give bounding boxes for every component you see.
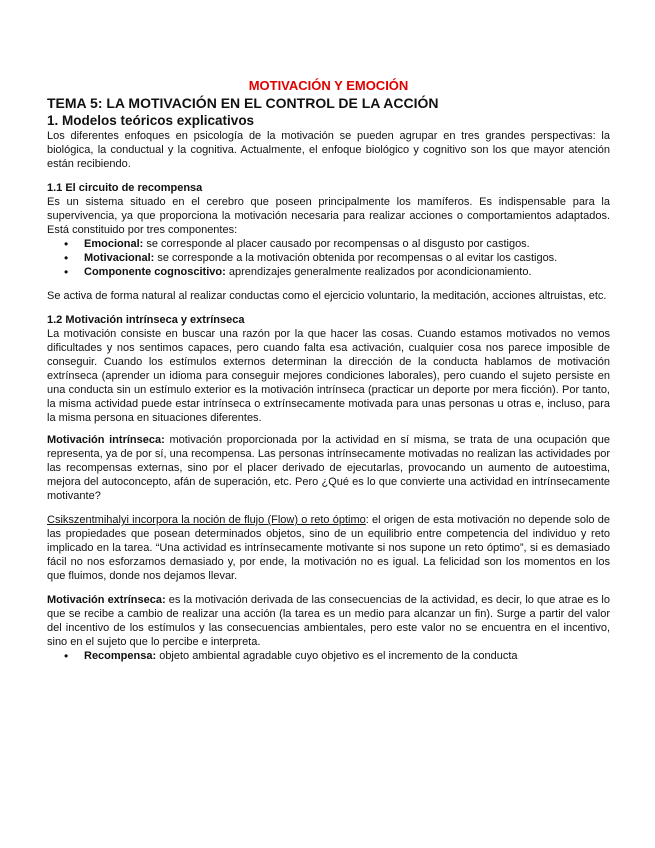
intrinsic-text: motivación proporcionada por la actividad en sí misma, se trata de una ocupación que representa, ya de por sí, una recompensa. Las personas intrínsecamente motivadas no realizan las actividades por las recompensas externas, sino por el placer derivado de ejecutarlas, provocando un aumento de autoestima, mejora del autoconcepto, afán de superación, etc. Pero ¿Qué es lo que convierte una actividad en intrínsecamente motivante?: [47, 434, 610, 502]
extrinsic-list: [47, 649, 610, 663]
document-body: [47, 78, 610, 663]
list-item-text: objeto ambiental agradable cuyo objetivo es el incremento de la conducta: [156, 650, 518, 662]
flow-lead: Csikszentmihalyi incorpora la noción de flujo (Flow) o reto óptimo: [47, 514, 366, 526]
flow-text: : el origen de esta motivación no depende solo de las propiedades que posean determinados objetos, sino de un equilibrio entre competencia del individuo y reto implicado en la tarea. “Una actividad es intrínsecamente motivante si nos supone un reto óptimo”, si es demasiado fácil no nos esforzamos demasiado y, por ende, la motivación no es igual. La felicidad son los momentos en los que fluimos, donde nos dejamos llevar.: [47, 514, 610, 582]
flow-paragraph: [47, 513, 610, 583]
topic-heading: TEMA 5: LA MOTIVACIÓN EN EL CONTROL DE LA ACCIÓN: [47, 95, 439, 111]
list-item-text: se corresponde al placer causado por recompensas o al disgusto por castigos.: [143, 238, 530, 250]
list-item-term: Recompensa:: [84, 650, 157, 662]
list-item: [84, 649, 610, 663]
section-1-2-heading: 1.2 Motivación intrínseca y extrínseca: [47, 314, 245, 326]
list-item-term: Emocional:: [84, 238, 144, 250]
extrinsic-term: Motivación extrínseca:: [47, 594, 166, 606]
section-1-1-after: Se activa de forma natural al realizar conductas como el ejercicio voluntario, la meditación, acciones altruistas, etc.: [47, 290, 607, 302]
document-title: MOTIVACIÓN Y EMOCIÓN: [248, 78, 409, 93]
intrinsic-term: Motivación intrínseca:: [47, 434, 165, 446]
section-1-intro: Los diferentes enfoques en psicología de la motivación se pueden agrupar en tres grandes perspectivas: la biológica, la conductual y la cognitiva. Actualmente, el enfoque biológico y cognitivo son los que mayor atención están recibiendo.: [47, 130, 610, 170]
list-item-term: Motivacional:: [84, 252, 155, 264]
list-item: [84, 237, 610, 251]
list-item: [84, 251, 610, 265]
list-item: [84, 265, 610, 279]
list-item-term: Componente cognoscitivo:: [84, 266, 226, 278]
intrinsic-motivation-paragraph: [47, 433, 610, 503]
extrinsic-motivation-paragraph: [47, 593, 610, 649]
section-1-1-intro: Es un sistema situado en el cerebro que poseen principalmente los mamíferos. Es indispensable para la supervivencia, ya que proporciona la motivación necesaria para realizar acciones o comportamientos adaptados. Está constituido por tres componentes:: [47, 196, 610, 236]
section-1-1-heading: 1.1 El circuito de recompensa: [47, 182, 203, 194]
section-1-2-paragraph: La motivación consiste en buscar una razón por la que hacer las cosas. Cuando estamos motivados no vemos dificultades y nos sentimos capaces, pero cuando falta esa activación, cualquier cosa nos parece imposible de conseguir. Cuando los estímulos externos determinan la dirección de la conducta hablamos de motivación extrínseca (aprender un idioma para conseguir mejores condiciones laborales), pero cuando el sujeto persiste en una conducta sin un estímulo exterior es la motivación intrínseca (practicar un deporte por mera ficción). Por tanto, la misma actividad puede estar intrínseca o extrínsecamente motivada para unas personas u otras e, incluso, para la misma persona en situaciones diferentes.: [47, 328, 610, 424]
section-1-heading: 1. Modelos teóricos explicativos: [47, 113, 255, 128]
list-item-text: se corresponde a la motivación obtenida por recompensas o al evitar los castigos.: [154, 252, 558, 264]
extrinsic-text: es la motivación derivada de las consecuencias de la actividad, es decir, lo que atrae es lo que se recibe a cambio de realizar una acción (la tarea es un medio para alcanzar un fin). Surge a partir del valor del incentivo de los estímulos y las consecuencias ambientales, pero este valor no se encuentra en el incentivo, sino en el sujeto que lo percibe e interpreta.: [47, 594, 610, 648]
list-item-text: aprendizajes generalmente realizados por acondicionamiento.: [225, 266, 532, 278]
component-list: [47, 237, 610, 279]
